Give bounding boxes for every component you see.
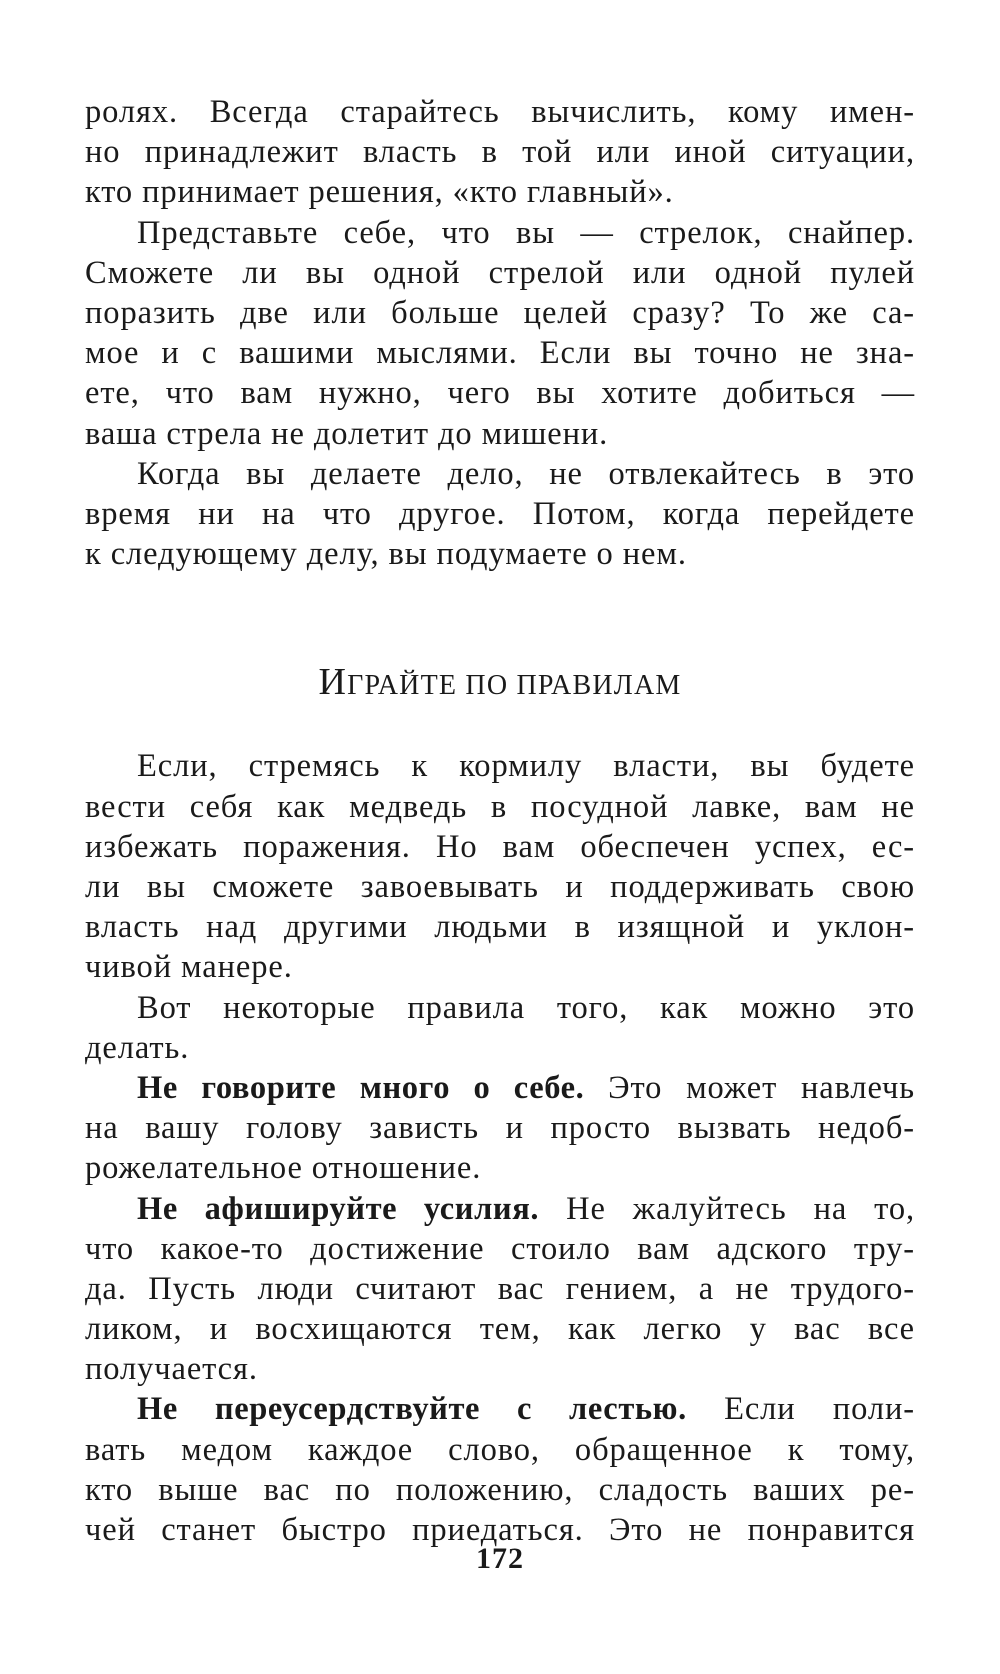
text-line: на вашу голову зависть и просто вызвать недоб- xyxy=(85,1110,915,1147)
text-line: ваша стрела не долетит до мишени. xyxy=(85,415,609,452)
text-line: получается. xyxy=(85,1351,258,1388)
rule-text: Если поли- xyxy=(686,1391,916,1428)
text-line: да. Пусть люди считают вас гением, а не трудого- xyxy=(85,1270,915,1307)
text-line: избежать поражения. Но вам обеспечен успех, ес- xyxy=(85,828,915,865)
rule-title: Не говорите много о себе. xyxy=(137,1069,585,1106)
text-line: делать. xyxy=(85,1029,190,1066)
paragraph xyxy=(85,454,915,575)
rule-text: Это может навлечь xyxy=(584,1069,916,1106)
page-body xyxy=(85,92,915,1550)
text-line: Когда вы делаете дело, не отвлекайтесь в это xyxy=(137,455,915,492)
rule-title: Не афишируйте усилия. xyxy=(137,1190,540,1227)
text-line: Сможете ли вы одной стрелой или одной пулей xyxy=(85,254,915,291)
rule-paragraph xyxy=(85,1189,915,1390)
text-line: что какое-то достижение стоило вам адского тру- xyxy=(85,1230,915,1267)
heading-initial: И xyxy=(318,661,348,704)
text-line xyxy=(85,1068,915,1108)
text-line: Представьте себе, что вы — стрелок, снайпер. xyxy=(137,214,915,251)
text-line: к следующему делу, вы подумаете о нем. xyxy=(85,536,687,573)
text-line: рожелательное отношение. xyxy=(85,1150,482,1187)
text-line: власть над другими людьми в изящной и уклон- xyxy=(85,909,915,946)
text-line: кто выше вас по положению, сладость ваших ре- xyxy=(85,1471,915,1508)
section-heading xyxy=(85,662,915,706)
text-line: вать медом каждое слово, обращенное к тому, xyxy=(85,1431,915,1468)
text-line xyxy=(85,1189,915,1229)
rule-paragraph xyxy=(85,1389,915,1550)
rule-title: Не переусердствуйте с лестью. xyxy=(137,1391,687,1428)
paragraph xyxy=(85,92,915,213)
text-line: ете, что вам нужно, чего вы хотите добиться — xyxy=(85,375,915,412)
text-line: поразить две или больше целей сразу? То же са- xyxy=(85,294,915,331)
text-line: ликом, и восхищаются тем, как легко у вас все xyxy=(85,1311,915,1348)
text-line: но принадлежит власть в той или иной ситуации, xyxy=(85,134,915,171)
text-line: Если, стремясь к кормилу власти, вы будете xyxy=(137,748,915,785)
heading-rest: ГРАЙТЕ ПО ПРАВИЛАМ xyxy=(347,670,682,702)
paragraph xyxy=(85,746,915,987)
text-line xyxy=(85,1389,915,1429)
text-line: ли вы сможете завоевывать и поддерживать свою xyxy=(85,869,915,906)
text-line: чей станет быстро приедаться. Это не понравится xyxy=(85,1512,915,1549)
text-line: вести себя как медведь в посудной лавке, вам не xyxy=(85,788,915,825)
paragraph xyxy=(85,213,915,454)
paragraph xyxy=(85,988,915,1068)
text-line: время ни на что другое. Потом, когда перейдете xyxy=(85,495,915,532)
text-line: Вот некоторые правила того, как можно это xyxy=(137,989,915,1026)
text-line: кто принимает решения, «кто главный». xyxy=(85,174,674,211)
text-line: ролях. Всегда старайтесь вычислить, кому имен- xyxy=(85,94,915,130)
rule-paragraph xyxy=(85,1068,915,1189)
text-line: мое и с вашими мыслями. Если вы точно не зна- xyxy=(85,335,915,372)
text-line: чивой манере. xyxy=(85,949,293,986)
page-number: 172 xyxy=(476,1542,524,1575)
rule-text: Не жалуйтесь на то, xyxy=(539,1190,915,1227)
